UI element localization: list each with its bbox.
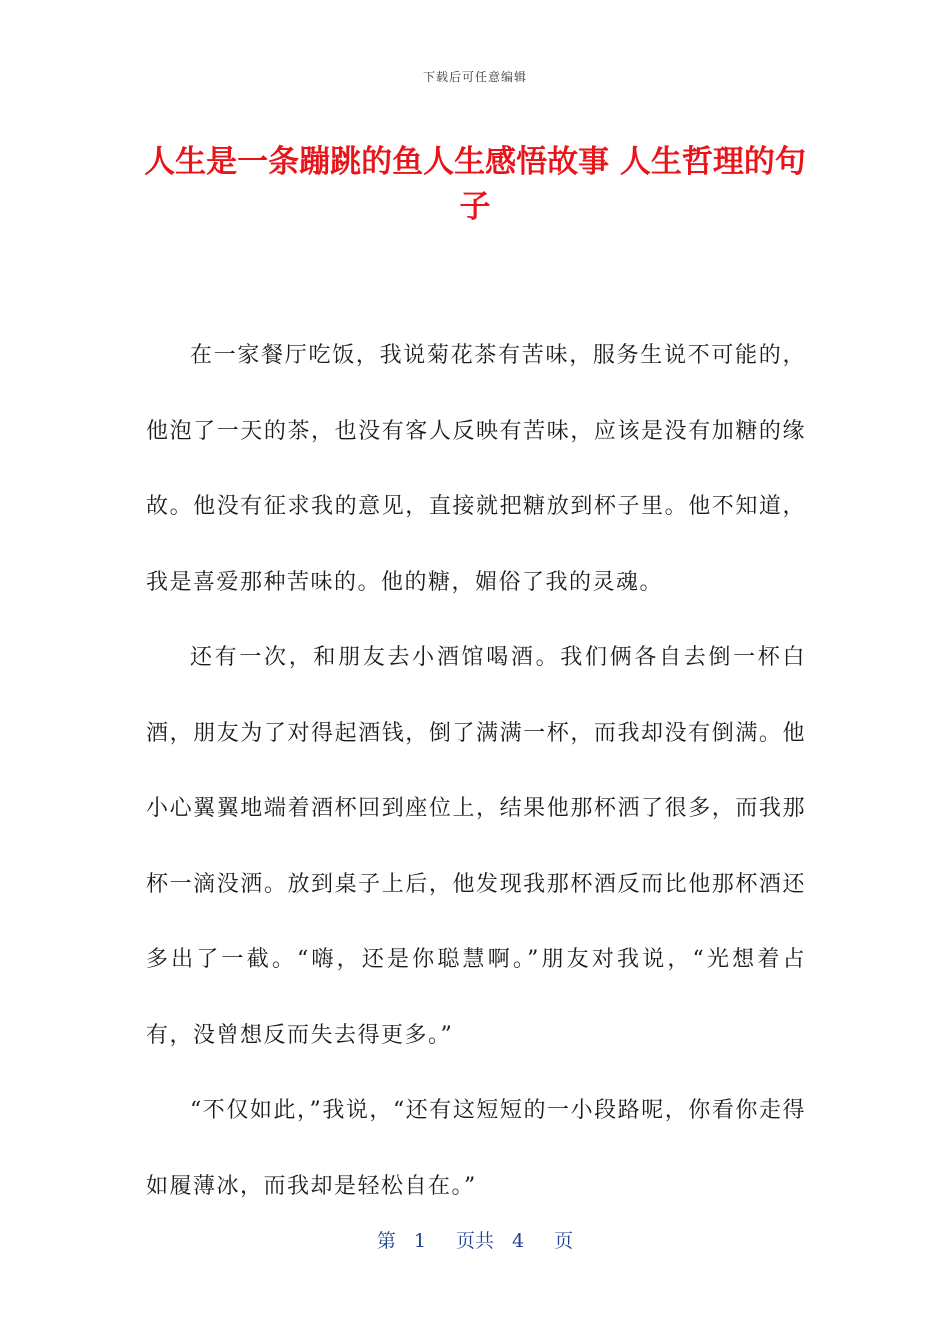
body-paragraph: 还有一次，和朋友去小酒馆喝酒。我们俩各自去倒一杯白酒，朋友为了对得起酒钱，倒了满满一杯，而我却没有倒满。他小心翼翼地端着酒杯回到座位上，结果他那杯洒了很多，而我那杯一滴没洒。放到桌子上后，他发现我那杯酒反而比他那杯酒还多出了一截。“嗨，还是你聪慧啊。”朋友对我说，“光想着占有，没曾想反而失去得更多。” [146, 645, 806, 1048]
document-body [146, 318, 806, 1224]
header-note: 下载后可任意编辑 [422, 70, 527, 84]
page-current: 1 [413, 1230, 426, 1252]
document-title: 人生是一条蹦跳的鱼人生感悟故事 人生哲理的句子 [144, 144, 806, 225]
page-total: 4 [512, 1230, 525, 1252]
body-paragraph: “不仅如此，”我说，“还有这短短的一小段路呢，你看你走得如履薄冰，而我却是轻松自在。” [146, 1098, 806, 1199]
page-suffix: 页 [554, 1230, 574, 1252]
body-paragraph: 在一家餐厅吃饭，我说菊花茶有苦味，服务生说不可能的，他泡了一天的茶，也没有客人反映有苦味，应该是没有加糖的缘故。他没有征求我的意见，直接就把糖放到杯子里。他不知道，我是喜爱那种苦味的。他的糖，媚俗了我的灵魂。 [146, 343, 806, 595]
page-mid: 页共 [455, 1230, 494, 1252]
page-prefix: 第 [376, 1230, 396, 1252]
page-number-footer [0, 1226, 950, 1253]
